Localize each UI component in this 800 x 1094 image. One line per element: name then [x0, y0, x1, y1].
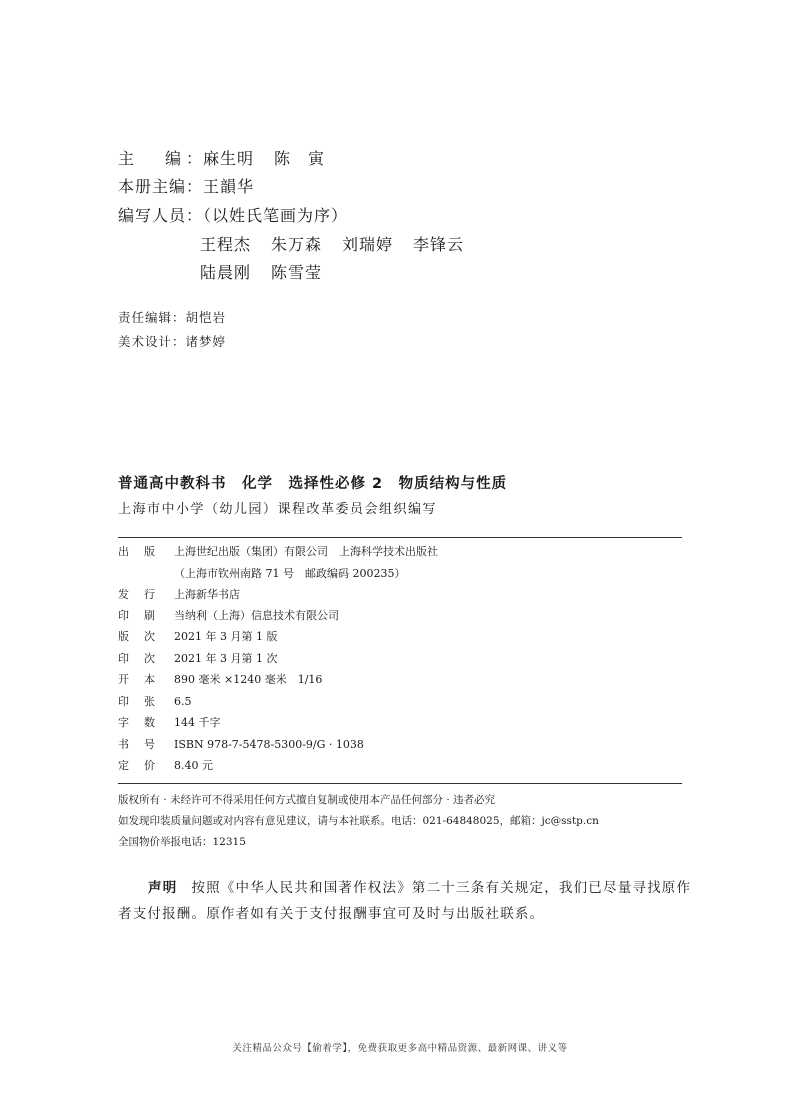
writer-name: 王程杰 — [200, 235, 252, 254]
writers-line-1 — [200, 232, 484, 255]
writer-name: 陈雪莹 — [271, 263, 323, 282]
writers-label: 编写人员 — [118, 206, 187, 225]
volume-editor-row: 本册主编：王韻华 — [118, 177, 255, 196]
writer-name: 陆晨刚 — [200, 263, 252, 282]
chief-editor-names — [203, 149, 345, 168]
volume-editor-label: 本册主编 — [118, 177, 187, 196]
footer-promo: 关注精品公众号【偷着学】，免费获取更多高中精品资源、最新网课、讲义等 — [232, 1043, 568, 1054]
editor-name: 陈 寅 — [274, 149, 326, 168]
price-report-notice: 全国物价举报电话：12315 — [118, 836, 246, 848]
quality-notice: 如发现印装质量问题或对内容有意见建议，请与本社联系。电话：021-64848025，邮箱：jc@sstp.cn — [118, 815, 599, 827]
editor-name: 麻生明 — [203, 149, 255, 168]
divider-top — [118, 537, 682, 538]
chief-editors-row: 主 编 ：麻生明 陈 寅 — [118, 146, 345, 169]
statement-heading: 声明 — [148, 880, 178, 896]
statement-line-2: 者支付报酬。原作者如有关于支付报酬事宜可及时与出版社联系。 — [118, 906, 545, 922]
divider-bottom — [118, 783, 682, 784]
writer-name: 朱万森 — [271, 235, 323, 254]
writers-note: （以姓氏笔画为序） — [203, 206, 349, 225]
responsible-editor: 责任编辑：胡恺岩 — [118, 310, 227, 325]
writer-name: 李锋云 — [413, 235, 465, 254]
volume-editor-name: 王韻华 — [203, 177, 255, 196]
writers-row: 编写人员：（以姓氏笔画为序） — [118, 206, 349, 225]
writer-name: 刘瑞婷 — [342, 235, 394, 254]
art-design: 美术设计：诸梦婷 — [118, 334, 227, 349]
copyright-notice: 版权所有 · 未经许可不得采用任何方式擅自复制或使用本产品任何部分 · 违者必究 — [118, 794, 496, 806]
chief-editor-label: 主 编 — [118, 149, 183, 168]
book-title: 普通高中教科书 化学 选择性必修 2 物质结构与性质 — [118, 476, 508, 492]
book-organizer: 上海市中小学（幼儿园）课程改革委员会组织编写 — [118, 502, 438, 517]
writers-line-2 — [200, 260, 342, 283]
statement-line-1: 声明 按照《中华人民共和国著作权法》第二十三条有关规定，我们已尽量寻找原作 — [148, 880, 692, 896]
